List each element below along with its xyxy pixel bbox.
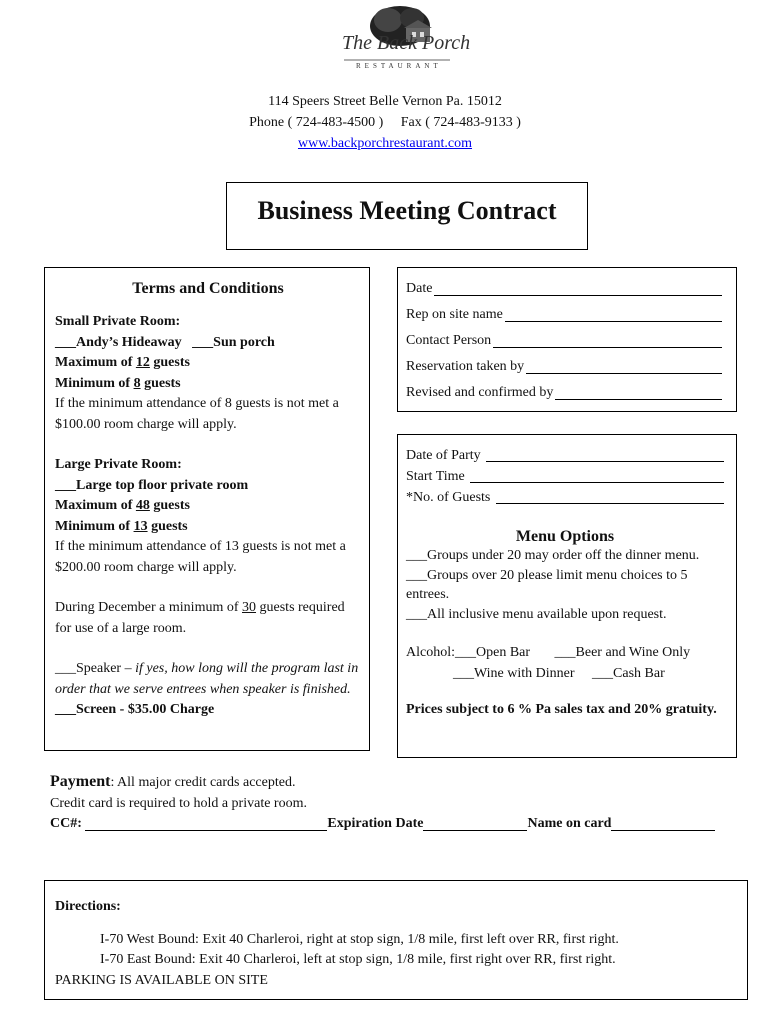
menu-option-all-inclusive[interactable]: ___All inclusive menu available upon request. (406, 606, 667, 622)
large-room-note: If the minimum attendance of 13 guests is not met a $200.00 room charge will apply. (55, 539, 346, 575)
menu-option-under-20[interactable]: ___Groups under 20 may order off the dinner menu. (406, 548, 700, 563)
reservation-line[interactable] (526, 354, 722, 374)
expiration-line[interactable] (423, 814, 527, 831)
large-room-title: Large Private Room: (55, 457, 182, 472)
logo-script-text: The Back Porch (342, 32, 471, 54)
menu-options-heading: Menu Options (515, 528, 615, 545)
field-start-time[interactable]: Start Time (406, 466, 724, 487)
large-room-option[interactable]: ___Large top floor private room (55, 477, 249, 493)
directions-box (44, 880, 748, 1000)
name-on-card-line[interactable] (611, 814, 715, 831)
december-note: During December a minimum of 30 guests required for use of a large room. (55, 600, 345, 636)
field-date-of-party[interactable]: Date of Party (406, 445, 724, 466)
cc-number-line[interactable] (85, 814, 327, 831)
speaker-option[interactable]: ___Speaker – if yes, how long will the program last in order that we serve entrees when speaker is finished. (55, 661, 359, 697)
large-room-min: Minimum of 13 guests (55, 518, 188, 534)
address: 114 Speers Street Belle Vernon Pa. 15012 (268, 94, 502, 109)
payment-text: : All major credit cards accepted. (110, 775, 296, 790)
rep-line[interactable] (505, 302, 722, 322)
party-menu-box (397, 434, 737, 758)
prices-note: Prices subject to 6 % Pa sales tax and 20% gratuity. (406, 702, 717, 717)
small-room-min: Minimum of 8 guests (55, 375, 181, 391)
page-title: Business Meeting Contract (257, 196, 557, 225)
logo-subtext: RESTAURANT (356, 62, 442, 70)
terms-heading: Terms and Conditions (132, 280, 284, 297)
field-revised-confirmed-by[interactable]: Revised and confirmed by (406, 380, 722, 406)
field-number-of-guests[interactable]: *No. of Guests (406, 487, 724, 508)
alcohol-options-1[interactable]: Alcohol:___Open Bar ___Beer and Wine Only (406, 645, 691, 660)
field-rep-on-site[interactable]: Rep on site name (406, 302, 722, 328)
small-room-note: If the minimum attendance of 8 guests is not met a $100.00 room charge will apply. (55, 396, 339, 432)
directions-west: I-70 West Bound: Exit 40 Charleroi, right at stop sign, 1/8 mile, first left over RR, first right. (100, 931, 619, 947)
website-link[interactable]: www.backporchrestaurant.com (297, 136, 473, 151)
phone-fax: Phone ( 724-483-4500 ) Fax ( 724-483-9133 ) (249, 115, 521, 130)
expiration-label: Expiration Date (327, 816, 424, 831)
revised-line[interactable] (555, 380, 722, 400)
payment-note: Credit card is required to hold a private room. (50, 795, 307, 811)
large-room-max: Maximum of 48 guests (55, 498, 190, 513)
date-line[interactable] (434, 276, 722, 296)
parking-note: PARKING IS AVAILABLE ON SITE (55, 972, 268, 988)
restaurant-logo (338, 2, 471, 74)
title-box (226, 182, 588, 250)
small-room-max: Maximum of 12 guests (55, 355, 190, 370)
directions-heading: Directions: (55, 899, 121, 914)
info-fields-box (397, 267, 737, 412)
small-room-options (55, 333, 361, 354)
field-contact-person[interactable]: Contact Person (406, 328, 722, 354)
terms-box (44, 267, 370, 751)
alcohol-options-2[interactable]: ___Wine with Dinner ___Cash Bar (453, 665, 665, 681)
credit-card-row (50, 814, 740, 835)
payment-section (50, 772, 740, 835)
field-date[interactable]: Date (406, 276, 722, 302)
payment-label: Payment (50, 773, 111, 790)
cc-label: CC#: (50, 816, 86, 831)
contact-line[interactable] (493, 328, 722, 348)
directions-east: I-70 East Bound: Exit 40 Charleroi, left at stop sign, 1/8 mile, first right over RR, first right. (100, 952, 616, 967)
sun-porch-option[interactable]: ___Sun porch (192, 334, 275, 350)
screen-option[interactable]: ___Screen - $35.00 Charge (55, 702, 215, 717)
name-on-card-label: Name on card (527, 816, 612, 831)
andys-hideaway-option[interactable]: ___Andy’s Hideaway (55, 334, 182, 350)
small-room-title: Small Private Room: (55, 314, 181, 329)
menu-option-over-20[interactable]: ___Groups over 20 please limit menu choices to 5 entrees. (406, 567, 688, 602)
field-reservation-taken-by[interactable]: Reservation taken by (406, 354, 722, 380)
